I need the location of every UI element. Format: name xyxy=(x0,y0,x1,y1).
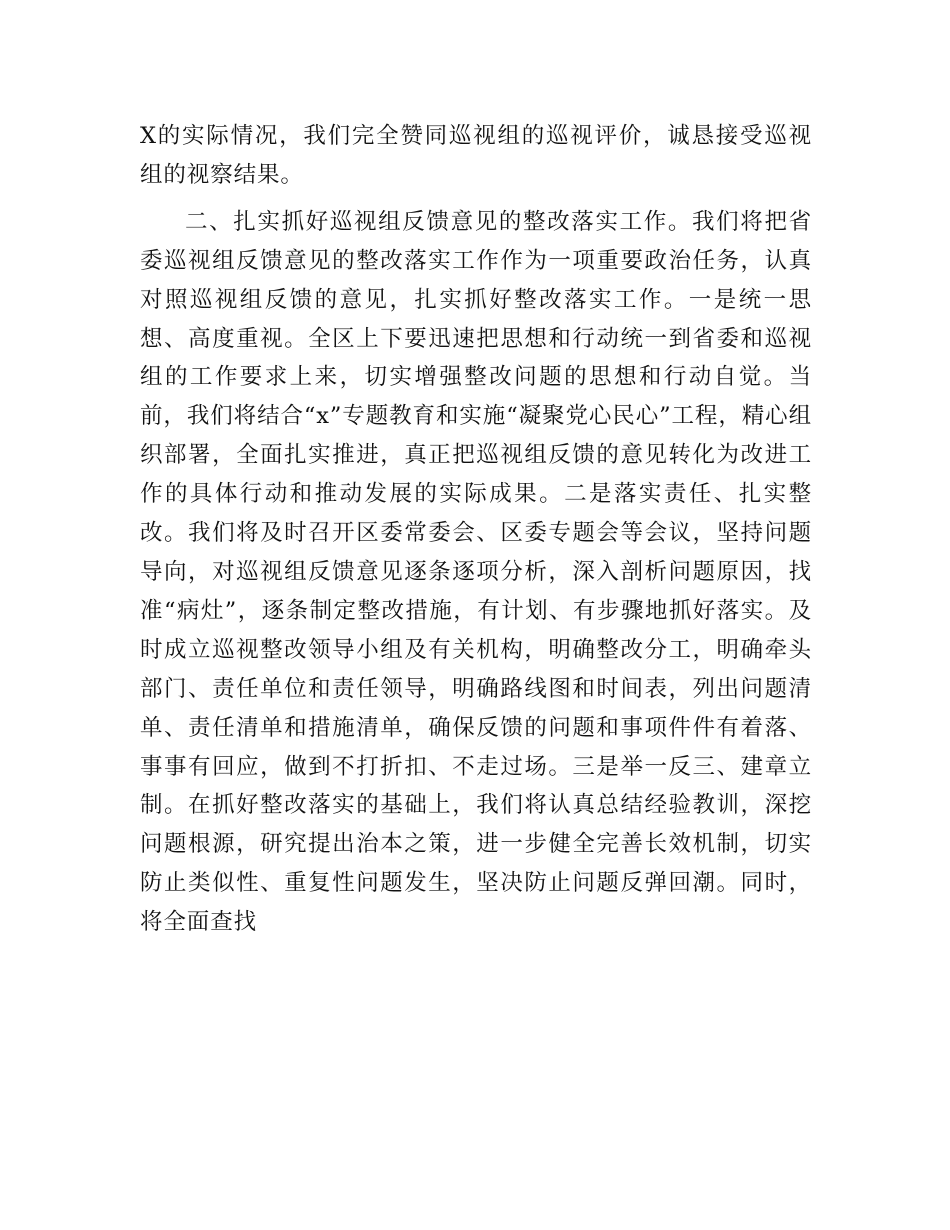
document-body xyxy=(140,117,812,942)
paragraph-continuation: X的实际情况，我们完全赞同巡视组的巡视评价，诚恳接受巡视组的视察结果。 xyxy=(140,123,812,188)
paragraph-section-two: 二、扎实抓好巡视组反馈意见的整改落实工作。我们将把省委巡视组反馈意见的整改落实工作作为一项重要政治任务，认真对照巡视组反馈的意见，扎实抓好整改落实工作。一是统一思想、高度重视。全区上下要迅速把思想和行动统一到省委和巡视组的工作要求上来，切实增强整改问题的思想和行动自觉。当前，我们将结合“x”专题教育和实施“凝聚党心民心”工程，精心组织部署，全面扎实推进，真正把巡视组反馈的意见转化为改进工作的具体行动和推动发展的实际成果。二是落实责任、扎实整改。我们将及时召开区委常委会、区委专题会等会议，坚持问题导向，对巡视组反馈意见逐条逐项分析，深入剖析问题原因，找准“病灶”，逐条制定整改措施，有计划、有步骤地抓好落实。及时成立巡视整改领导小组及有关机构，明确整改分工，明确牵头部门、责任单位和责任领导，明确路线图和时间表，列出问题清单、责任清单和措施清单，确保反馈的问题和事项件件有着落、事事有回应，做到不打折扣、不走过场。三是举一反三、建章立制。在抓好整改落实的基础上，我们将认真总结经验教训，深挖问题根源，研究提出治本之策，进一步健全完善长效机制，切实防止类似性、重复性问题发生，坚决防止问题反弹回潮。同时，将全面查找 xyxy=(140,208,812,936)
